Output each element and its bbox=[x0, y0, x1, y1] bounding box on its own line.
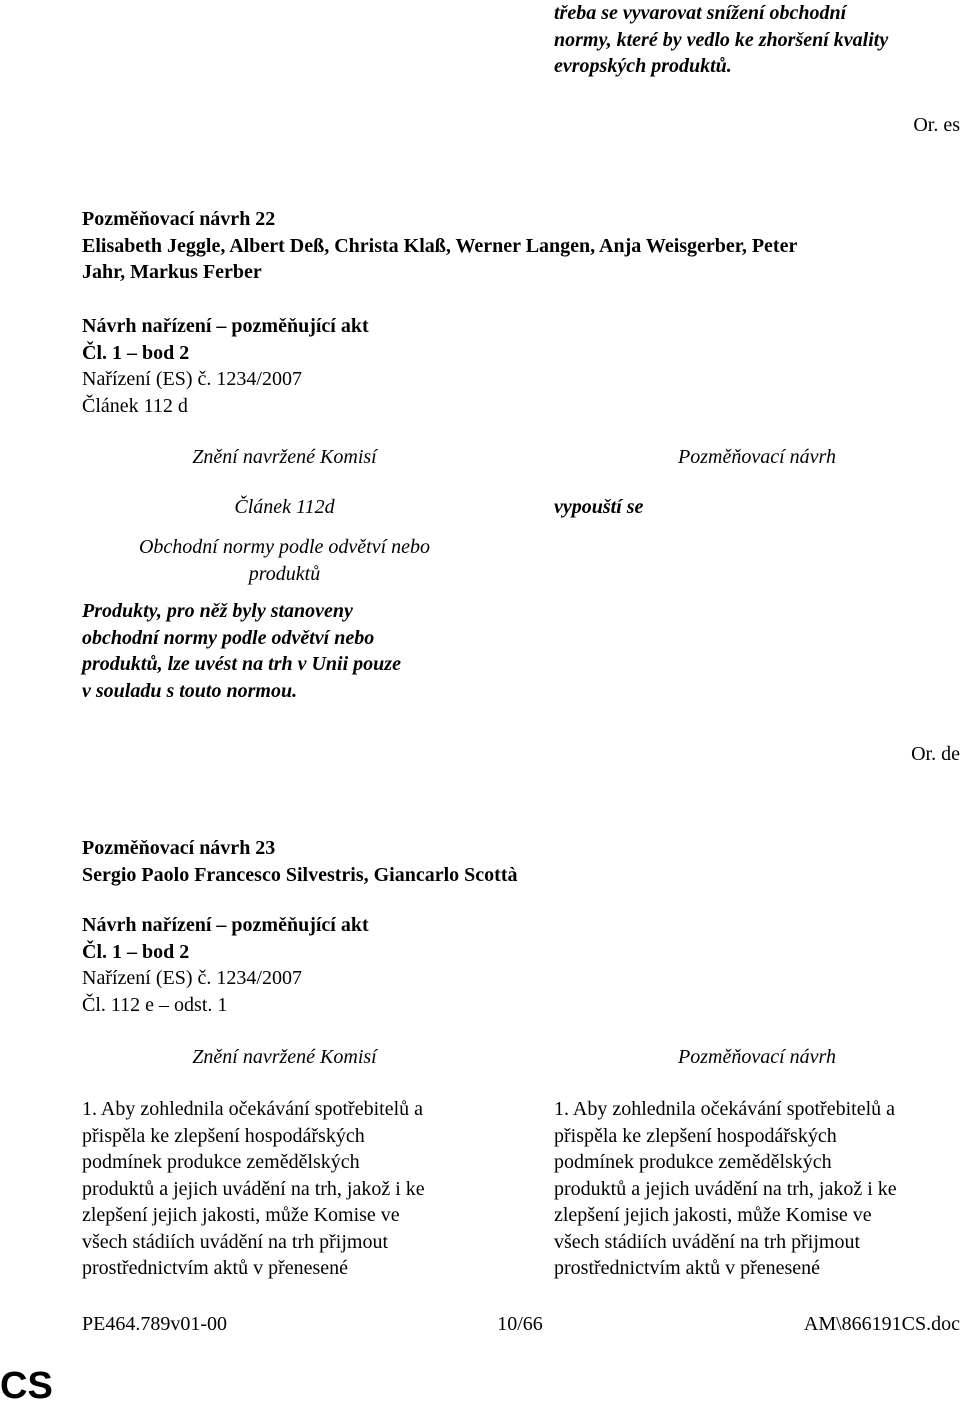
regulation-line: Nařízení (ES) č. 1234/2007 bbox=[82, 967, 302, 989]
reference-line: Čl. 1 – bod 2 bbox=[82, 341, 190, 364]
reference-line: Návrh nařízení – pozměňující akt bbox=[82, 315, 369, 337]
reference-line: Návrh nařízení – pozměňující akt bbox=[82, 914, 369, 936]
column-header-commission: Znění navržené Komisí bbox=[192, 1046, 377, 1068]
amendment-23 bbox=[82, 835, 960, 888]
reference-line: Čl. 1 – bod 2 bbox=[82, 940, 190, 963]
origin-language-22: Or. es bbox=[913, 114, 960, 136]
footer-page-number: 10/66 bbox=[497, 1313, 543, 1335]
amendment-title: Pozměňovací návrh 22 bbox=[82, 208, 276, 230]
footer-doc-id: PE464.789v01-00 bbox=[82, 1313, 227, 1335]
amendment-23-reference bbox=[82, 912, 960, 1018]
amendment-title: Pozměňovací návrh 23 bbox=[82, 837, 276, 859]
article-subheading: Obchodní normy podle odvětví nebo produktů bbox=[138, 536, 431, 585]
intro-line: třeba se vyvarovat snížení obchodní bbox=[554, 2, 847, 24]
commission-text-22: Produkty, pro něž byly stanoveny obchodní normy podle odvětví nebo produktů, lze uvést na trh v Unii pouze v souladu s touto normou. bbox=[82, 600, 401, 702]
amendment-authors: Elisabeth Jeggle, Albert Deß, Christa Klaß, Werner Langen, Anja Weisgerber, Peter Jahr, Markus Ferber bbox=[82, 234, 798, 283]
amendment-22 bbox=[82, 206, 960, 286]
amendment-22-reference bbox=[82, 313, 960, 419]
article-heading: Článek 112d bbox=[234, 496, 335, 518]
column-header-commission: Znění navržené Komisí bbox=[192, 446, 377, 468]
amendment-text-22: vypouští se bbox=[554, 496, 644, 518]
article-line: Čl. 112 e – odst. 1 bbox=[82, 993, 228, 1016]
footer-file-name: AM\866191CS.doc bbox=[803, 1313, 960, 1335]
origin-language-23: Or. de bbox=[911, 743, 960, 765]
amendment-text-23: 1. Aby zohlednila očekávání spotřebitelů a přispěla ke zlepšení hospodářských podmínek produkce zemědělských produktů a jejich uvádění na trh, jakož i ke zlepšení jejich jakosti, může Komise ve všech stádiích uvádění na trh přijmout prostřednictvím aktů v přenesené bbox=[554, 1098, 897, 1279]
commission-text-23: 1. Aby zohlednila očekávání spotřebitelů a přispěla ke zlepšení hospodářských podmínek produkce zemědělských produktů a jejich uvádění na trh, jakož i ke zlepšení jejich jakosti, může Komise ve všech stádiích uvádění na trh přijmout prostřednictvím aktů v přenesené bbox=[82, 1098, 425, 1279]
amendment-authors: Sergio Paolo Francesco Silvestris, Giancarlo Scottà bbox=[82, 863, 518, 886]
language-code: CS bbox=[0, 1365, 53, 1407]
column-header-amendment: Pozměňovací návrh bbox=[678, 446, 836, 468]
intro-continuation bbox=[554, 0, 960, 80]
regulation-line: Nařízení (ES) č. 1234/2007 bbox=[82, 368, 302, 390]
article-line: Článek 112 d bbox=[82, 394, 188, 417]
column-header-amendment: Pozměňovací návrh bbox=[678, 1046, 836, 1068]
intro-line: normy, které by vedlo ke zhoršení kvality bbox=[554, 28, 889, 51]
intro-line: evropských produktů. bbox=[554, 55, 732, 77]
